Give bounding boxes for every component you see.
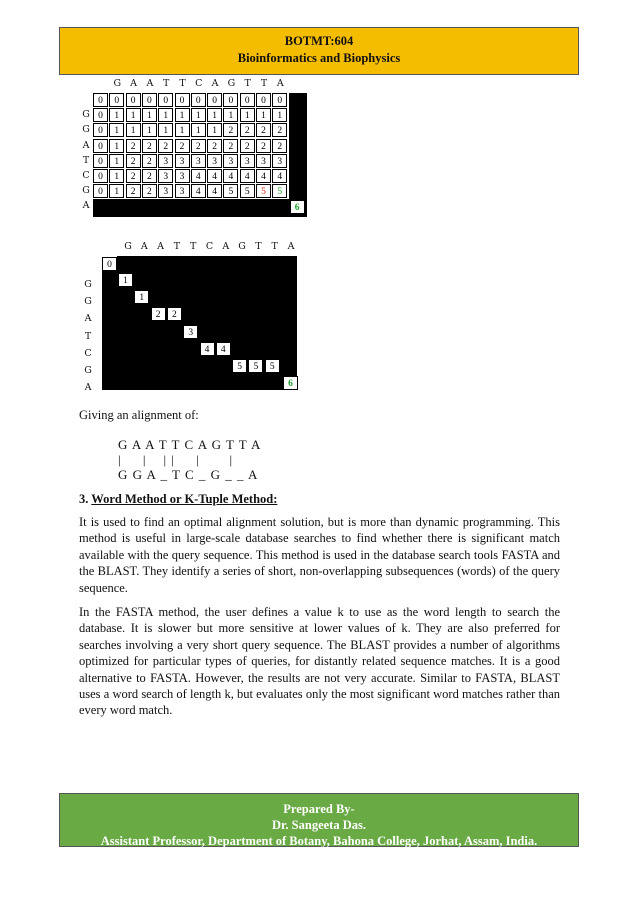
matrix-cell: 0 <box>191 93 206 107</box>
matrix-cell: 3 <box>158 169 173 183</box>
matrix-cell: 1 <box>109 108 124 122</box>
matrix-cell: 0 <box>93 169 108 183</box>
matrix-cell: 4 <box>223 169 238 183</box>
col-label: G <box>227 78 236 89</box>
matrix-cell: 0 <box>158 93 173 107</box>
matrix-cell: 1 <box>126 108 141 122</box>
matrix-cell: 4 <box>256 169 271 183</box>
section-number: 3. <box>79 492 89 506</box>
path-cell: 4 <box>200 342 215 356</box>
matrix-cell: 2 <box>126 169 141 183</box>
matrix-cell: 1 <box>207 123 222 137</box>
matrix-cell: 1 <box>109 154 124 168</box>
matrix-cell: 2 <box>223 123 238 137</box>
matrix-cell: 3 <box>175 169 190 183</box>
section-heading <box>79 492 277 507</box>
alignment-seq2: G G A _ T C _ G _ _ A <box>118 467 259 482</box>
matrix-cell: 3 <box>240 154 255 168</box>
matrix-cell: 1 <box>142 108 157 122</box>
matrix-cell: 0 <box>256 93 271 107</box>
footer-prepared-by: Prepared By- <box>283 802 355 816</box>
matrix-cell: 0 <box>93 154 108 168</box>
col-label: T <box>244 78 251 89</box>
matrix-cell: 0 <box>142 93 157 107</box>
matrix-cell: 2 <box>158 139 173 153</box>
matrix-cell: 5 <box>272 184 287 198</box>
matrix-cell: 2 <box>142 154 157 168</box>
matrix-cell: 1 <box>109 139 124 153</box>
matrix-cell: 2 <box>256 123 271 137</box>
col-label: A <box>211 78 219 89</box>
col-label: T <box>255 241 262 252</box>
row-label: T <box>84 330 92 342</box>
path-cell: 2 <box>167 307 182 321</box>
col-label: C <box>205 241 214 252</box>
matrix-cell: 2 <box>142 139 157 153</box>
row-label: G <box>82 185 90 197</box>
matrix-cell: 1 <box>256 108 271 122</box>
matrix-cell: 2 <box>256 139 271 153</box>
matrix-cell: 3 <box>272 154 287 168</box>
matrix-cell: 1 <box>223 108 238 122</box>
col-label: T <box>173 241 181 252</box>
matrix-cell: 1 <box>109 169 124 183</box>
section-title: Word Method or K-Tuple Method: <box>91 492 278 506</box>
matrix-cell: 1 <box>175 108 190 122</box>
col-label: T <box>179 78 186 89</box>
row-label: C <box>84 347 92 359</box>
matrix-cell: 3 <box>223 154 238 168</box>
col-label: T <box>163 78 170 89</box>
path-cell: 1 <box>134 290 149 304</box>
matrix-cell: 3 <box>158 154 173 168</box>
matrix-edge <box>93 199 307 216</box>
footer-author: Dr. Sangeeta Das. <box>272 818 366 832</box>
page-footer <box>59 793 579 847</box>
matrix-cell: 2 <box>142 184 157 198</box>
col-label: A <box>140 241 148 252</box>
matrix-cell: 0 <box>272 93 287 107</box>
alignment-block <box>118 437 261 482</box>
body-text <box>79 514 560 727</box>
matrix-cell: 2 <box>272 123 287 137</box>
matrix-cell: 3 <box>256 154 271 168</box>
course-title: Bioinformatics and Biophysics <box>237 51 401 65</box>
matrix-cell: 0 <box>223 93 238 107</box>
paragraph-1: It is used to find an optimal alignment solution, but is more than dynamic programming. This method is useful in large-scale database searches to find whether there is significant match available with the query sequence. This method is used in the database search tools FASTA and the BLAST. They identify a series of short, non-overlapping subsequences (words) of the query sequence. <box>79 515 560 595</box>
matrix-cell: 2 <box>126 154 141 168</box>
matrix-cell: 1 <box>142 123 157 137</box>
row-label: A <box>82 139 90 151</box>
matrix-cell: 4 <box>240 169 255 183</box>
matrix-cell: 0 <box>93 108 108 122</box>
matrix-cell: 0 <box>93 123 108 137</box>
matrix-cell: 4 <box>191 184 206 198</box>
path-cell: 1 <box>118 273 133 287</box>
matrix-cell: 4 <box>207 184 222 198</box>
matrix-cell: 1 <box>109 184 124 198</box>
col-label: G <box>113 78 122 89</box>
matrix-cell: 1 <box>207 108 222 122</box>
matrix-cell: 0 <box>207 93 222 107</box>
matrix-cell: 4 <box>191 169 206 183</box>
col-label: A <box>276 78 284 89</box>
matrix-cell: 0 <box>93 184 108 198</box>
matrix-cell: 2 <box>191 139 206 153</box>
matrix-cell: 1 <box>109 123 124 137</box>
footer-affiliation: Assistant Professor, Department of Botany, Bahona College, Jorhat, Assam, India. <box>100 834 538 848</box>
col-label: G <box>124 241 132 252</box>
row-label: A <box>82 200 90 212</box>
col-label: G <box>238 241 246 252</box>
matrix-cell: 3 <box>158 184 173 198</box>
matrix-cell: 1 <box>126 123 141 137</box>
paragraph-2: In the FASTA method, the user defines a value k to use as the word length to search the database. It is slower but more sensitive at lower values of k. They are also preferred for searches involving a very short query sequence. The BLAST provides a number of algorithms optimized for particular types of queries, for distantly related sequence matches. It is a good alternative to FASTA. However, the results are not very accurate. Similar to FASTA, BLAST uses a word search of length k, but evaluates only the most significant word matches rather than every word match. <box>79 605 560 718</box>
row-label: T <box>82 154 90 166</box>
matrix-body <box>102 271 118 390</box>
alignment-intro: Giving an alignment of: <box>79 408 199 422</box>
matrix-cell: 2 <box>223 139 238 153</box>
matrix-cell: 3 <box>175 154 190 168</box>
course-code: BOTMT:604 <box>284 34 354 48</box>
col-label: A <box>130 78 138 89</box>
matrix-cell: 1 <box>240 108 255 122</box>
matrix-body <box>117 256 297 272</box>
col-label: T <box>271 241 278 252</box>
row-label: G <box>84 365 92 376</box>
alignment-seq1: G A A T T C A G T T A <box>118 437 262 452</box>
path-cell: 4 <box>216 342 231 356</box>
matrix-cell: 0 <box>175 93 190 107</box>
matrix-cell: 3 <box>175 184 190 198</box>
matrix-cell: 0 <box>93 93 108 107</box>
matrix-cell: 4 <box>272 169 287 183</box>
matrix-cell: 5 <box>223 184 238 198</box>
matrix-cell: 1 <box>175 123 190 137</box>
row-label: C <box>82 170 90 181</box>
row-label: G <box>84 279 92 290</box>
path-cell: 2 <box>151 307 166 321</box>
matrix-cell: 2 <box>240 123 255 137</box>
row-label: A <box>84 313 92 325</box>
matrix-cell: 0 <box>93 139 108 153</box>
row-label: G <box>84 296 92 308</box>
row-label: G <box>82 124 90 136</box>
matrix-cell: 1 <box>158 123 173 137</box>
matrix-cell: 1 <box>191 123 206 137</box>
matrix-cell: 2 <box>126 184 141 198</box>
matrix-cell: 2 <box>126 139 141 153</box>
matrix-cell: 3 <box>191 154 206 168</box>
col-label: C <box>195 78 203 89</box>
matrix-cell: 3 <box>207 154 222 168</box>
col-label: A <box>222 241 230 252</box>
matrix-edge <box>289 93 307 215</box>
row-label: A <box>84 382 92 394</box>
matrix-cell: 1 <box>158 108 173 122</box>
matrix-cell: 2 <box>142 169 157 183</box>
page-header <box>59 27 579 75</box>
matrix-final-cell: 6 <box>283 376 298 390</box>
matrix-cell: 5 <box>256 184 271 198</box>
alignment-matches: | | | | | | <box>118 452 234 467</box>
col-label: T <box>260 78 268 89</box>
path-cell: 5 <box>265 359 280 373</box>
matrix-cell: 0 <box>109 93 124 107</box>
matrix-cell: 1 <box>272 108 287 122</box>
path-cell: 5 <box>232 359 247 373</box>
matrix-cell: 0 <box>240 93 255 107</box>
col-label: T <box>190 241 197 252</box>
col-label: A <box>287 241 295 252</box>
matrix-cell: 2 <box>272 139 287 153</box>
col-label: A <box>146 78 154 89</box>
col-label: A <box>157 241 165 252</box>
matrix-cell: 5 <box>240 184 255 198</box>
matrix-cell: 2 <box>207 139 222 153</box>
matrix-cell: 0 <box>126 93 141 107</box>
matrix-cell: 2 <box>175 139 190 153</box>
path-cell: 3 <box>183 325 198 339</box>
path-cell: 5 <box>248 359 263 373</box>
matrix-start-cell: 0 <box>102 257 117 271</box>
row-label: G <box>82 109 90 121</box>
matrix-cell: 4 <box>207 169 222 183</box>
matrix-cell: 1 <box>191 108 206 122</box>
matrix-final-cell: 6 <box>290 200 305 214</box>
matrix-cell: 2 <box>240 139 255 153</box>
